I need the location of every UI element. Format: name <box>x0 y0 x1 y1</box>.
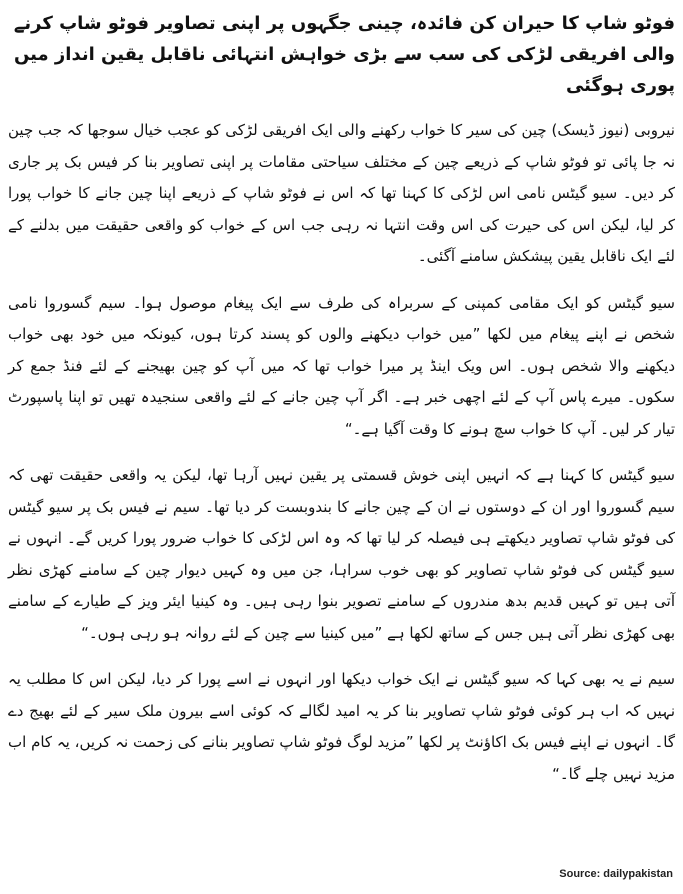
article-paragraph: سیم نے یہ بھی کہا کہ سیو گیٹس نے ایک خواب دیکھا اور انہوں نے اسے پورا کر دیا، لیکن اس کا مطلب یہ نہیں کہ اب ہر کوئی فوٹو شاپ تصاویر بنا کر یہ امید لگالے کہ کوئی اسے بیرون ملک سیر کے لئے بھیج دے گا۔ انہوں نے اپنے فیس بک اکاﺅنٹ پر لکھا ”مزید لوگ فوٹو شاپ تصاویر بنانے کی زحمت نہ کریں، یہ کام اب مزید نہیں چلے گا۔“ <box>8 670 675 783</box>
article-paragraph: سیو گیٹس کا کہنا ہے کہ انہیں اپنی خوش قسمتی پر یقین نہیں آرہا تھا، لیکن یہ واقعی حقیقت تھی کہ سیم گسوروا اور ان کے دوستوں نے ان کے چین جانے کا بندوبست کر دیا تھا۔ سیم نے فیس بک پر سیو گیٹس کی فوٹو شاپ تصاویر دیکھتے ہی فیصلہ کر لیا تھا کہ وہ اس لڑکی کا خواب ضرور پورا کریں گے۔ انہوں نے سیو گیٹس کی فوٹو شاپ تصاویر کو بھی خوب سراہا، جن میں وہ کہیں دیوار چین کے سامنے کھڑی نظر آتی ہیں تو کہیں قدیم بدھ مندروں کے سامنے تصویر بنوا رہی ہیں۔ وہ کینیا ایئر ویز کے طیارے کے سامنے بھی کھڑی نظر آتی ہیں جس کے ساتھ لکھا ہے ”میں کینیا سے چین کے لئے روانہ ہو رہی ہوں۔“ <box>8 466 675 642</box>
article <box>8 8 675 805</box>
article-headline: فوٹو شاپ کا حیران کن فائدہ، چینی جگہوں پر اپنی تصاویر فوٹو شاپ کرنے والی افریقی لڑکی کی سب سے بڑی خواہش انتہائی ناقابل یقین انداز میں پوری ہوگئی <box>13 13 675 96</box>
article-paragraph: سیو گیٹس کو ایک مقامی کمپنی کے سربراہ کی طرف سے ایک پیغام موصول ہوا۔ سیم گسوروا نامی شخص نے اپنے پیغام میں لکھا ”میں خواب دیکھنے والوں کو پسند کرتا ہوں، کیونکہ میں خود بھی خواب دیکھنے والا شخص ہوں۔ اس ویک اینڈ پر میرا خواب تھا کہ میں آپ کو چین بھیجنے کے لئے فنڈ جمع کر سکوں۔ میرے پاس آپ کے لئے اچھی خبر ہے۔ اگر آپ چین جانے کے لئے واقعی سنجیدہ تھیں تو اپنا پاسپورٹ تیار کر لیں۔ آپ کا خواب سچ ہونے کا وقت آگیا ہے۔“ <box>8 293 675 438</box>
article-paragraph: نیروبی (نیوز ڈیسک) چین کی سیر کا خواب رکھنے والی ایک افریقی لڑکی کو عجب خیال سوجھا کہ جب چین نہ جا پائی تو فوٹو شاپ کے ذریعے چین کے مختلف سیاحتی مقامات پر اپنی تصاویر بنا کر فیس بک پر جاری کر دیں۔ سیو گیٹس نامی اس لڑکی کا کہنا تھا کہ اس نے فوٹو شاپ کے ذریعے اپنا چین جانے کا خواب پورا کر لیا، لیکن اس کی حیرت کی اس وقت انتہا نہ رہی جب اس کے خواب کو واقعی حقیقت میں بدلنے کے لئے ایک ناقابل یقین پیشکش سامنے آگئی۔ <box>8 121 675 265</box>
source-credit: Source: dailypakistan <box>559 868 673 880</box>
